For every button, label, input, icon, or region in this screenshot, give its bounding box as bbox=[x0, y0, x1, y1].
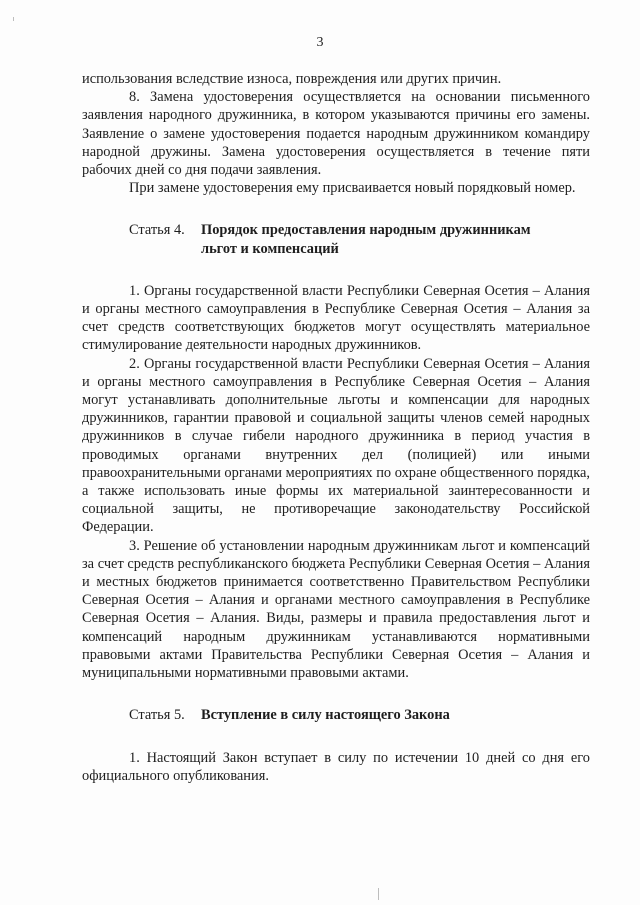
scan-speck bbox=[378, 888, 379, 900]
article-4-item-1: 1. Органы государственной власти Республики Северная Осетия – Алания и органы местного самоуправления в Республике Северная Осетия – Алания за счет средств соответствующих бюджетов могут осуществлять материальное стимулирование деятельности народных дружинников. bbox=[82, 282, 590, 354]
document-body bbox=[82, 70, 590, 785]
article-4-title-line1: Порядок предоставления народным дружинникам bbox=[201, 222, 531, 239]
article-4-title-line2: льгот и компенсаций bbox=[201, 240, 339, 257]
paragraph-item-8: 8. Замена удостоверения осуществляется на основании письменного заявления народного дружинника, в котором указываются причины его замены. Заявление о замене удостоверения подается народным дружинником командиру народной дружины. Замена удостоверения осуществляется в течение пяти рабочих дней со дня подачи заявления. bbox=[82, 89, 590, 179]
article-4-number: Статья 4. bbox=[129, 222, 185, 239]
article-5-item-1: 1. Настоящий Закон вступает в силу по истечении 10 дней со дня его официального опубликования. bbox=[82, 749, 590, 784]
page-number: 3 bbox=[316, 35, 324, 50]
article-5-heading bbox=[82, 706, 590, 724]
article-4-item-3: 3. Решение об установлении народным дружинникам льгот и компенсаций за счет средств республиканского бюджета Республики Северная Осетия – Алания и местных бюджетов принимается соответственно Правительством Республики Северная Осетия – Алания и органами местного самоуправления в Республике Северная Осетия – Алания. Виды, размеры и правила предоставления льгот и компенсаций народным дружинникам устанавливаются нормативными правовыми актами Правительства Республики Северная Осетия – Алания и муниципальными нормативными правовыми актами. bbox=[82, 537, 590, 682]
article-4-item-2: 2. Органы государственной власти Республики Северная Осетия – Алания и органы местного самоуправления в Республике Северная Осетия – Алания могут устанавливать дополнительные льготы и компенсации для народных дружинников, гарантии правовой и социальной защиты членов семей народных дружинников в случае гибели народного дружинника в период участия в проводимых органами внутренних дел (полицией) или иными правоохранительными органами мероприятиях по охране общественного порядка, а также использовать иные формы их материальной заинтересованности и социальной защиты, не противоречащие законодательству Российской Федерации. bbox=[82, 355, 590, 536]
paragraph-new-number: При замене удостоверения ему присваивается новый порядковый номер. bbox=[129, 180, 576, 197]
scan-speck bbox=[13, 17, 14, 21]
article-5-number: Статья 5. bbox=[129, 707, 185, 724]
paragraph-continuation: использования вследствие износа, повреждения или других причин. bbox=[82, 71, 502, 87]
article-5-title: Вступление в силу настоящего Закона bbox=[201, 707, 450, 724]
article-4-heading bbox=[82, 221, 590, 257]
